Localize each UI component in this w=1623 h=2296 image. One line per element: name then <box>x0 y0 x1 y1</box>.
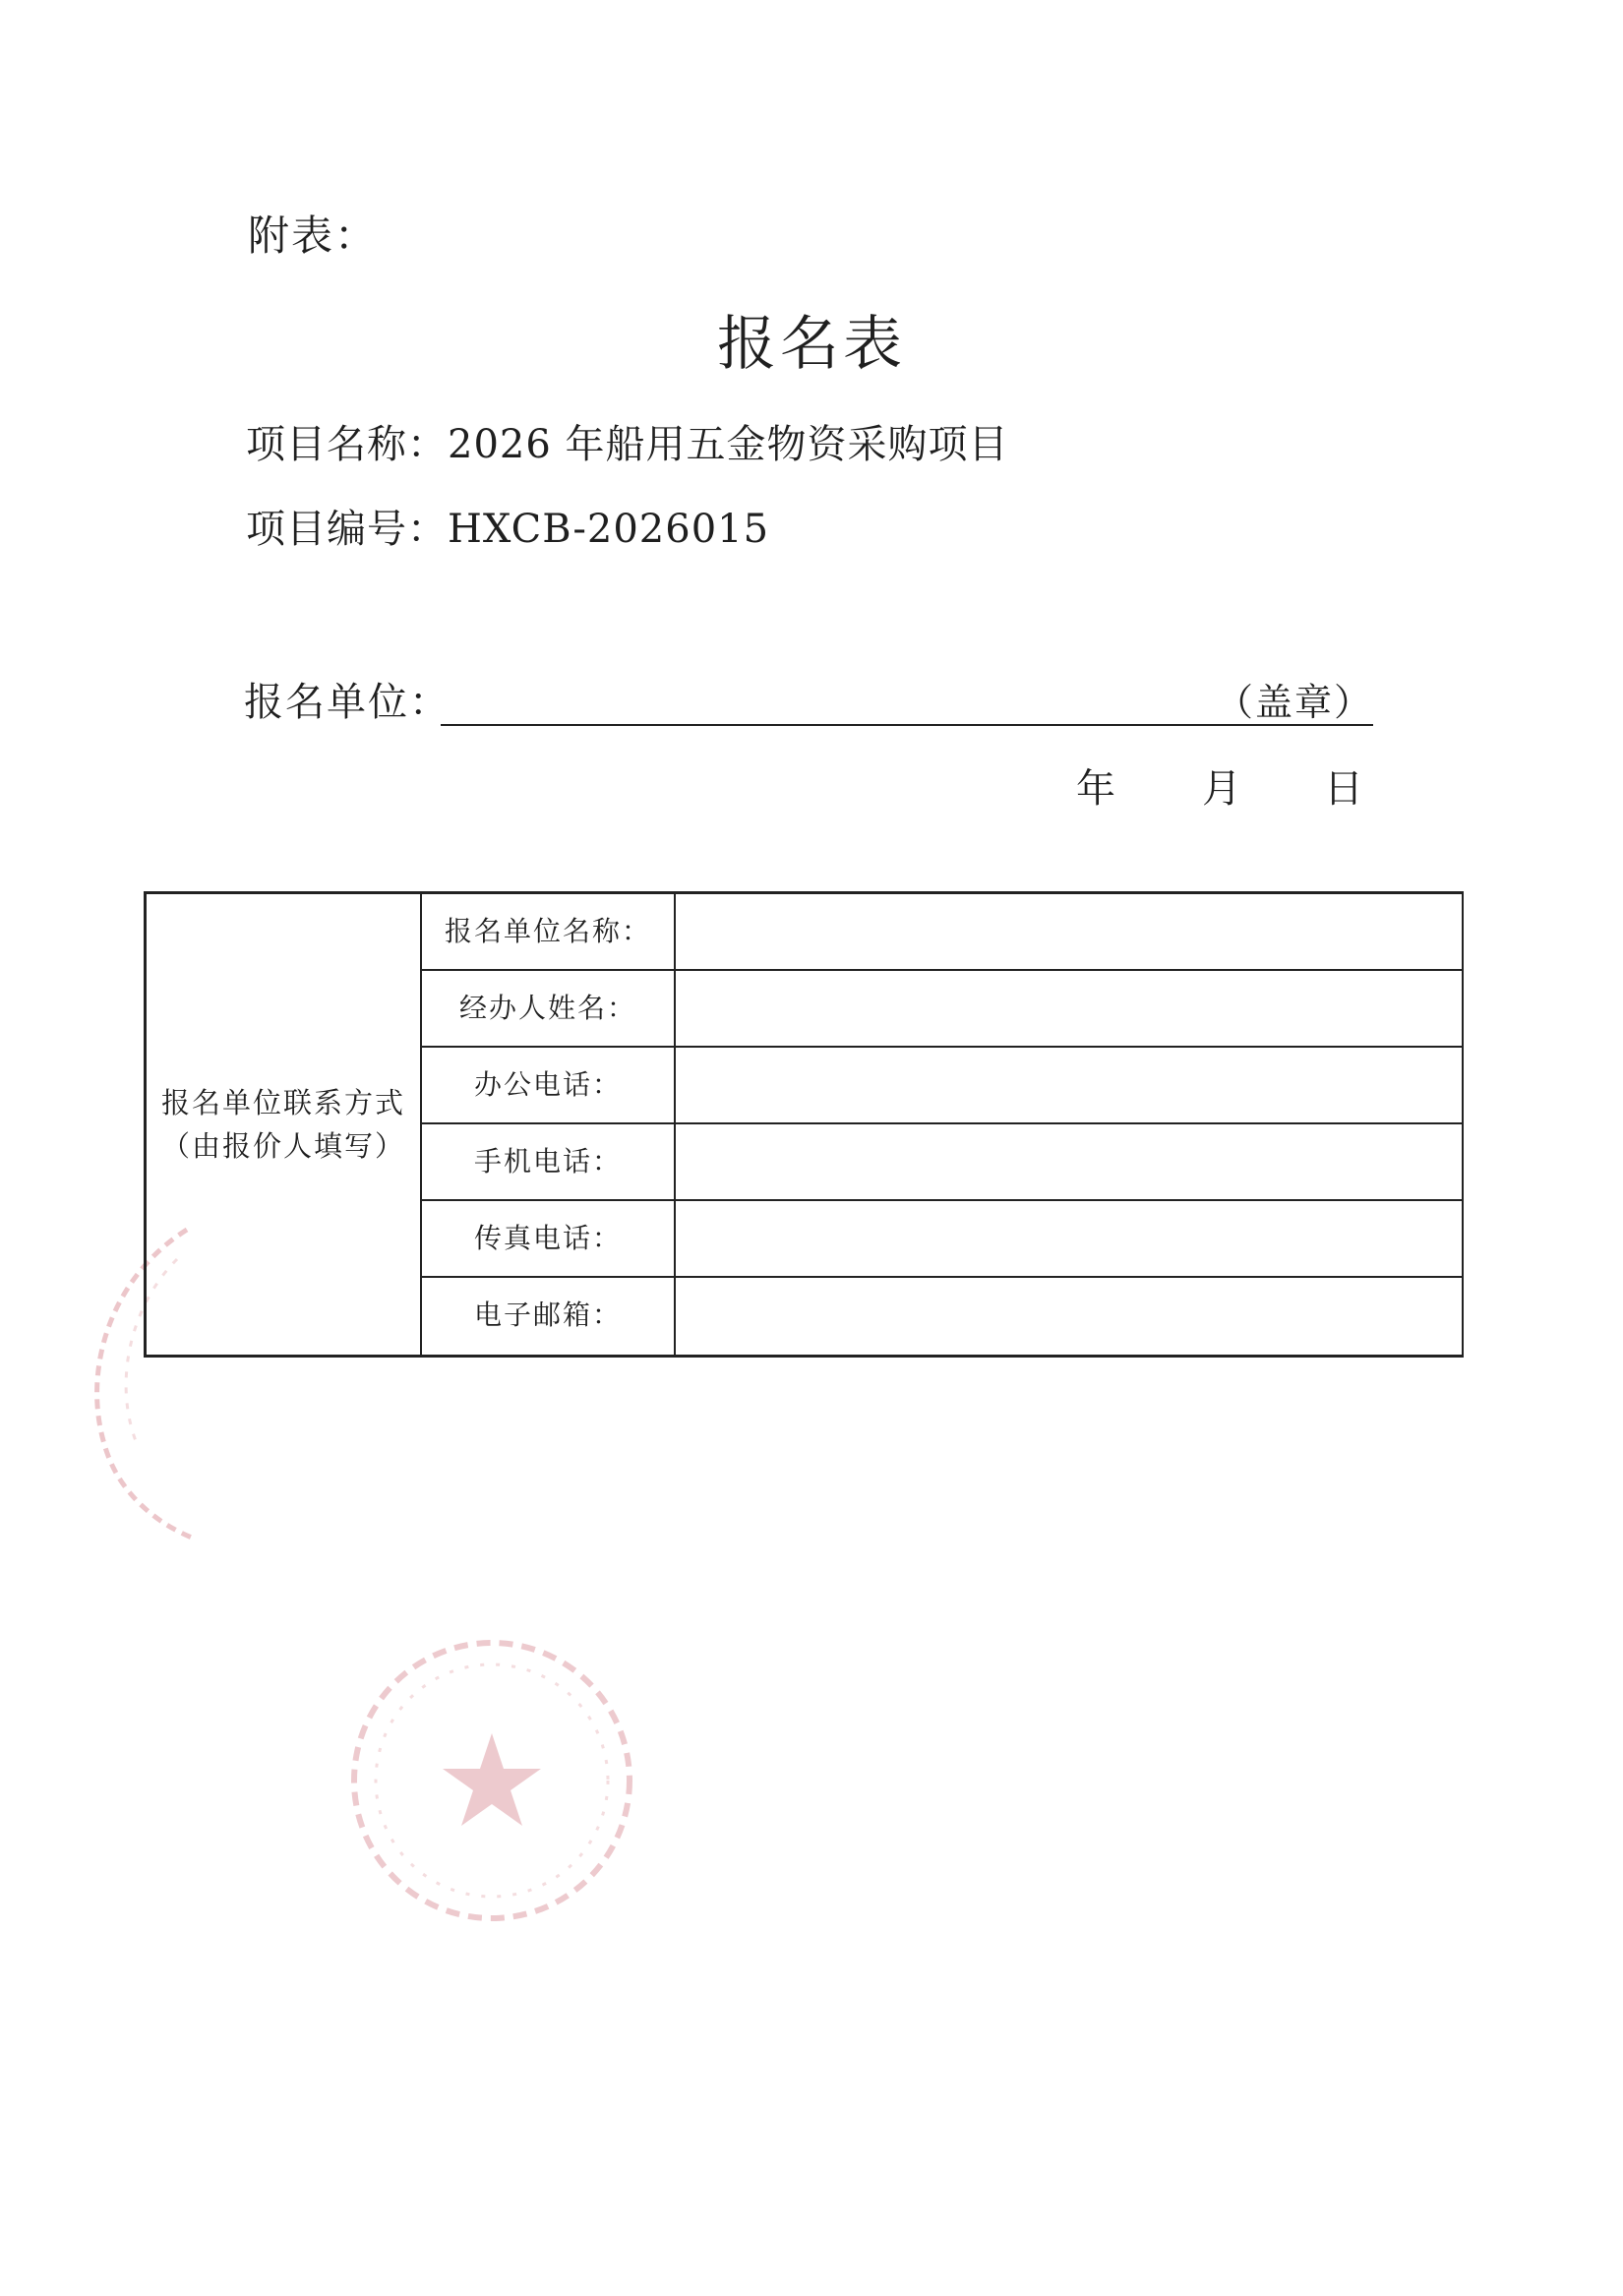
contact-table <box>144 891 1464 1358</box>
email-field[interactable] <box>676 1278 1464 1355</box>
field-label: 电子邮箱： <box>422 1278 676 1355</box>
date-month-label: 月 <box>1202 766 1241 812</box>
field-label: 传真电话： <box>422 1201 676 1276</box>
page-title: 报名表 <box>717 310 906 379</box>
appendix-label: 附表： <box>248 211 379 260</box>
table-row <box>422 1048 1464 1124</box>
table-row <box>422 1124 1464 1201</box>
table-row <box>422 1278 1464 1355</box>
stamp-note: （盖章） <box>1215 681 1373 724</box>
contact-group-cell <box>147 894 422 1355</box>
date-day-label: 日 <box>1324 766 1363 812</box>
field-label: 报名单位名称： <box>422 894 676 969</box>
signup-unit-label: 报名单位： <box>244 680 451 725</box>
faint-seal-center-icon <box>334 1623 649 1938</box>
field-label: 经办人姓名： <box>422 971 676 1046</box>
table-row <box>422 971 1464 1048</box>
signup-unit-row <box>244 675 1377 734</box>
mobile-phone-field[interactable] <box>676 1124 1464 1199</box>
office-phone-field[interactable] <box>676 1048 1464 1122</box>
table-row <box>422 1201 1464 1278</box>
fax-phone-field[interactable] <box>676 1201 1464 1276</box>
contact-group-label: 报名单位联系方式 <box>160 1086 405 1119</box>
date-year-label: 年 <box>1076 766 1115 812</box>
field-label: 手机电话： <box>422 1124 676 1199</box>
project-name-line: 项目名称：2026 年船用五金物资采购项目 <box>246 422 1009 467</box>
contact-person-field[interactable] <box>676 971 1464 1046</box>
date-row <box>1076 761 1371 816</box>
unit-name-field[interactable] <box>676 894 1464 969</box>
field-label: 办公电话： <box>422 1048 676 1122</box>
contact-group-note: （由报价人填写） <box>160 1129 405 1163</box>
table-row <box>422 894 1464 971</box>
project-code-line: 项目编号：HXCB-2026015 <box>246 507 770 552</box>
